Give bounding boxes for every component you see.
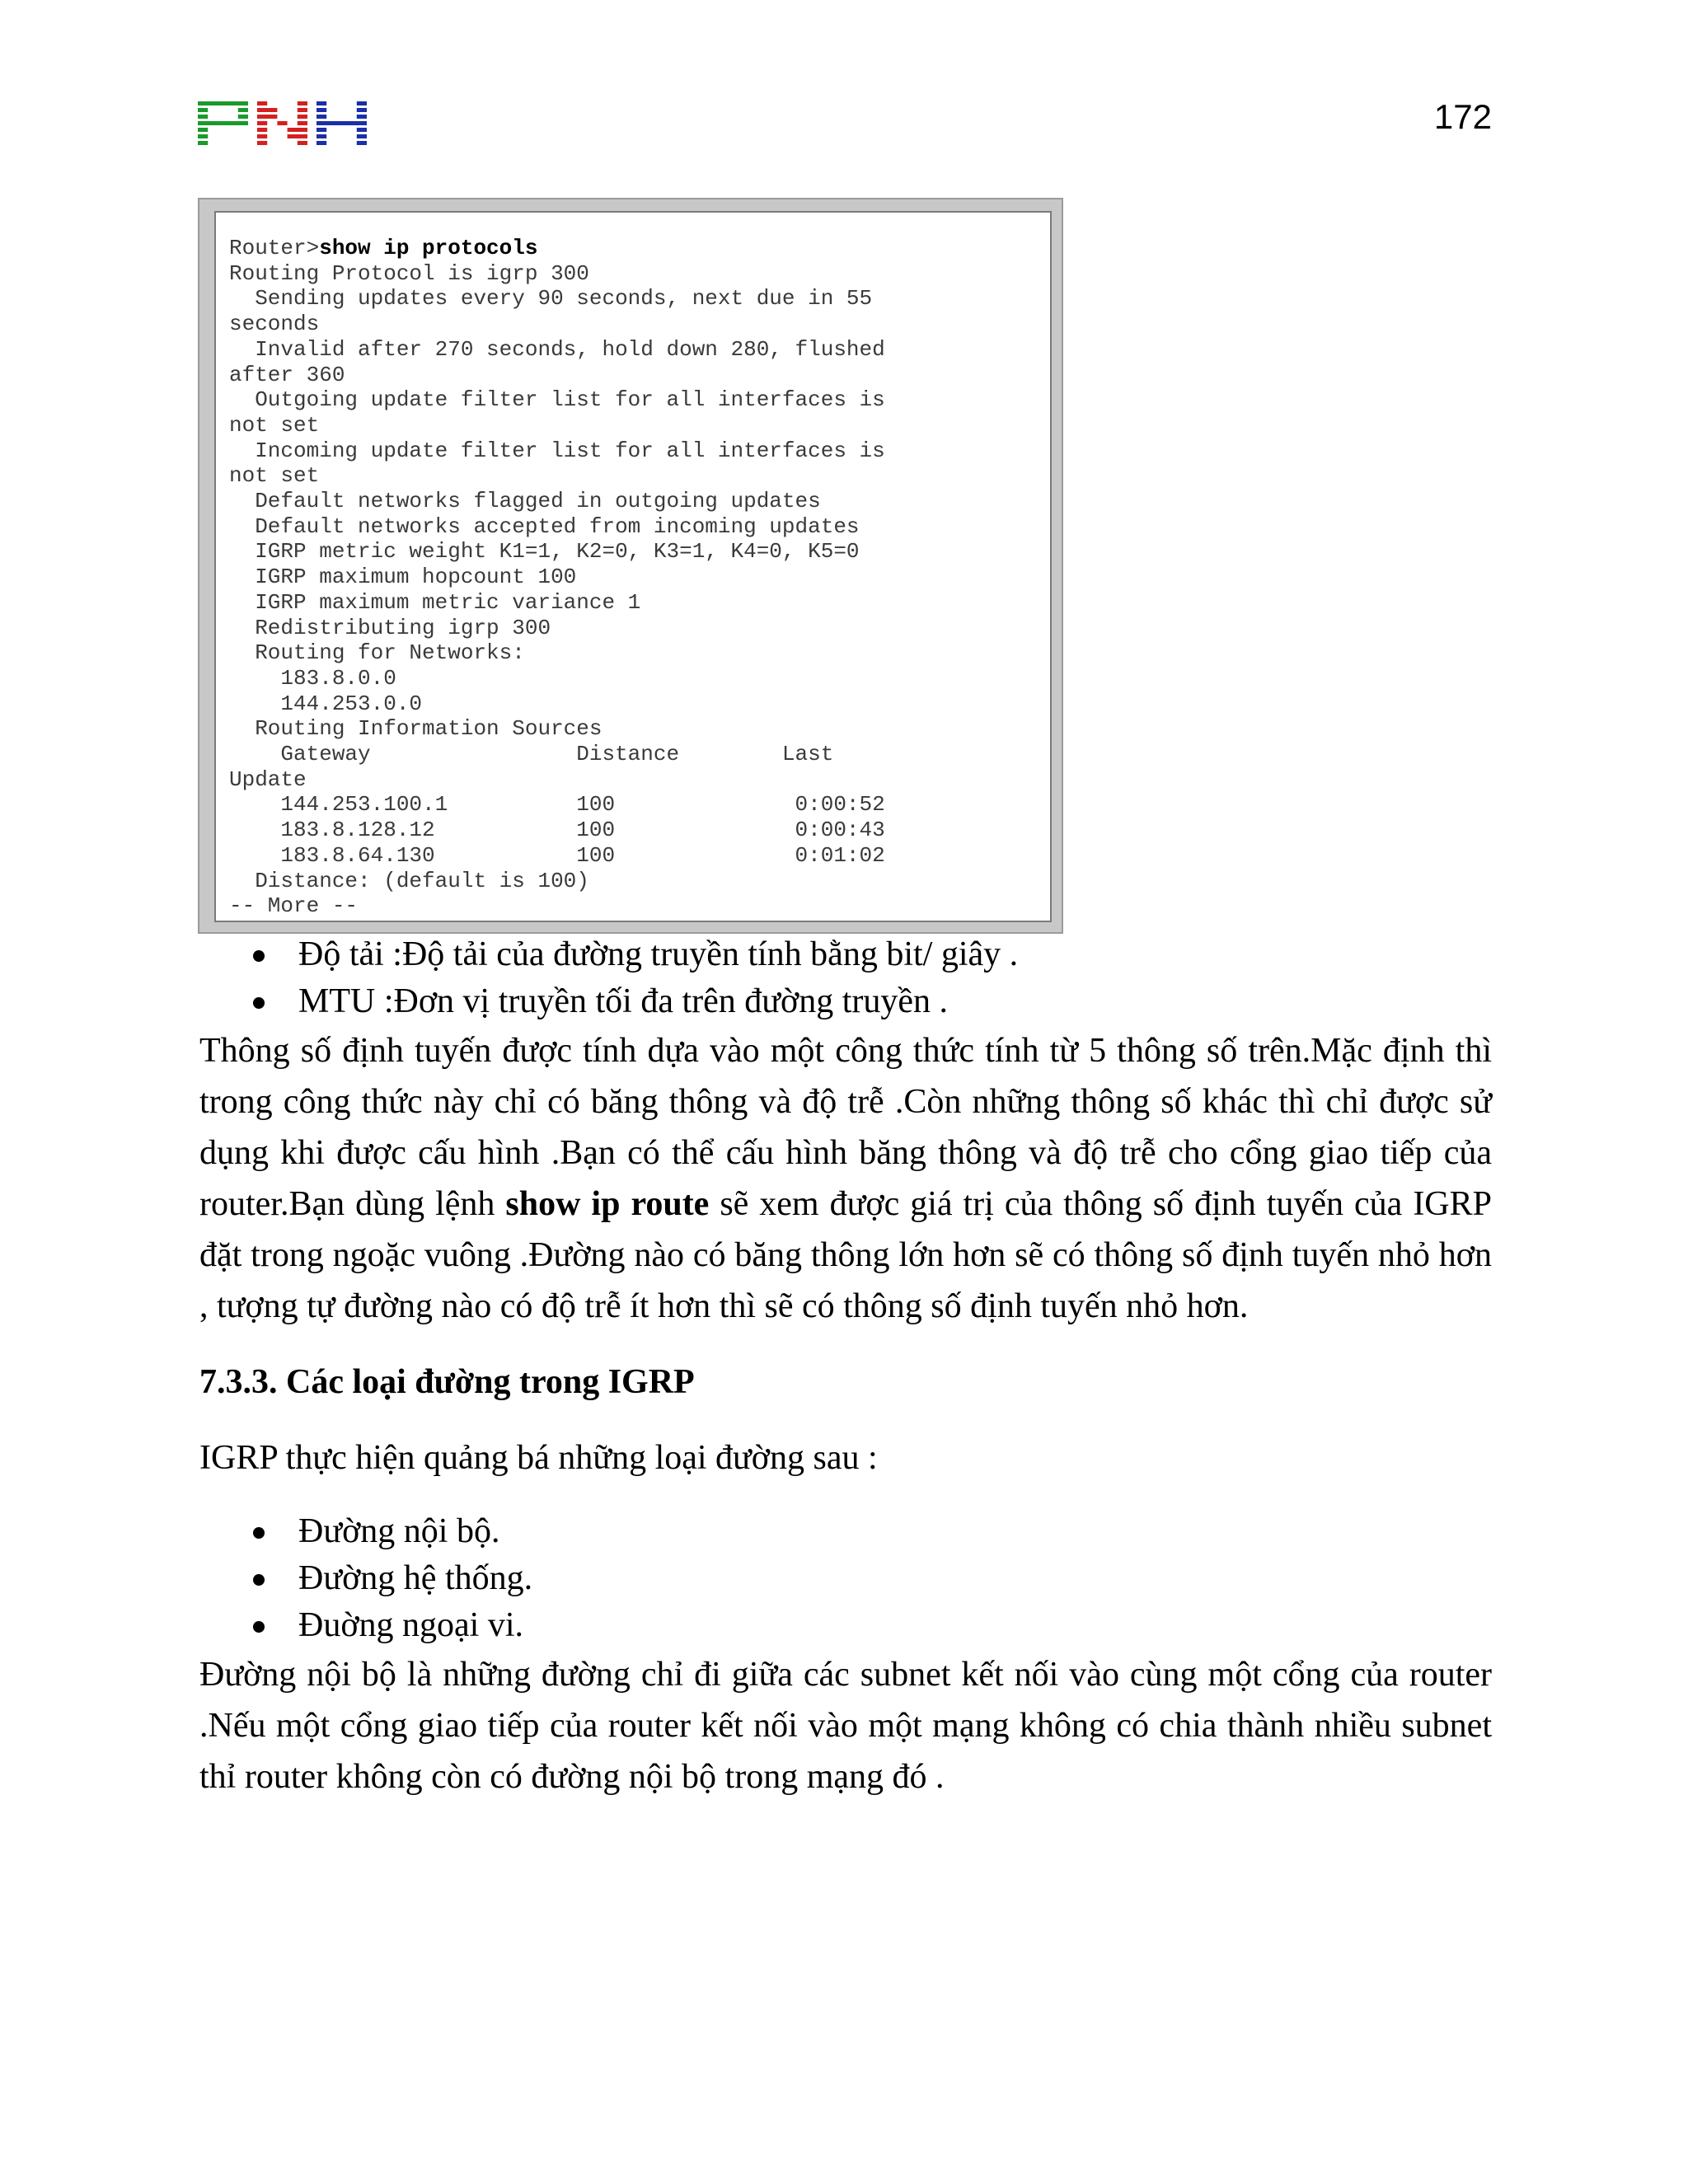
- paragraph-text-after: sẽ xem được giá trị của thông số định tuyến của IGRP đặt trong ngoặc vuông .Đường nào có băng thông lớn hơn sẽ có thông số định tuyến nhỏ hơn , tượng tự đường nào có độ trễ ít hơn thì sẽ có thông số định tuyến nhỏ hơn.: [199, 1185, 1493, 1325]
- intro-paragraph: IGRP thực hiện quảng bá những loại đường sau :: [199, 1439, 878, 1477]
- pnh-logo: [198, 101, 367, 147]
- list-item: [199, 1602, 1492, 1649]
- page-body: [199, 931, 1492, 1802]
- list-item-text: Đường hệ thống.: [298, 1559, 533, 1597]
- list-item: [199, 1508, 1492, 1555]
- terminal-output: [229, 236, 1050, 919]
- paragraph-text-before: Thông số định tuyến được tính dựa vào một công thức tính từ 5 thông số trên.Mặc định thì trong công thức này chỉ có băng thông và độ trễ .Còn những thông số khác thì chỉ được sử dụng khi được cấu hình .Bạn có thể cấu hình băng thông và độ trễ cho cổng giao tiếp của router.Bạn dùng lệnh: [199, 1032, 1492, 1223]
- terminal-output-lines: Routing Protocol is igrp 300 Sending updates every 90 seconds, next due in 55 seconds Invalid after 270 seconds, hold down 280, flushed after 360 Outgoing update filter list for all interfaces is not set Incoming update filter list for all interfaces is not set Default networks flagged in outgoing updates Default networks accepted from incoming updates IGRP metric weight K1=1, K2=0, K3=1, K4=0, K5=0 IGRP maximum hopcount 100 IGRP maximum metric variance 1 Redistributing igrp 300 Routing for Networks: 183.8.0.0 144.253.0.0 Routing Information Sources Gateway Distance Last Update 144.253.100.1 100 0:00:52 183.8.128.12 100 0:00:43 183.8.64.130 100 0:01:02 Distance: (default is 100) -- More --: [229, 260, 885, 919]
- list-item-text: Độ tải :Độ tải của đường truyền tính bằng bit/ giây .: [298, 935, 1019, 973]
- bullet-dot-icon: [253, 1574, 265, 1586]
- inline-command-show-ip-route: show ip route: [505, 1185, 710, 1223]
- bullet-list-route-types: [199, 1508, 1492, 1649]
- list-item: [199, 978, 1492, 1025]
- list-item: [199, 1555, 1492, 1602]
- paragraph-metric-formula: [199, 1025, 1492, 1332]
- list-item: [199, 931, 1492, 978]
- bullet-dot-icon: [253, 1621, 265, 1633]
- list-item-text: Đuờng ngoại vi.: [298, 1606, 524, 1644]
- terminal-command: show ip protocols: [319, 236, 538, 260]
- list-item-text: MTU :Đơn vị truyền tối đa trên đường truyền .: [298, 982, 949, 1020]
- terminal-screen: [214, 211, 1052, 922]
- list-item-text: Đường nội bộ.: [298, 1512, 500, 1550]
- section-heading: 7.3.3. Các loại đường trong IGRP: [199, 1363, 695, 1401]
- bullet-dot-icon: [253, 997, 265, 1009]
- terminal-prompt: Router>: [229, 236, 320, 260]
- paragraph-internal-routes: Đường nội bộ là những đường chỉ đi giữa các subnet kết nối vào cùng một cổng của router .Nếu một cổng giao tiếp của router kết nối vào một mạng không có chia thành nhiều subnet thỉ router không còn có đường nội bộ trong mạng đó .: [199, 1656, 1492, 1796]
- bullet-dot-icon: [253, 950, 265, 962]
- page-number: 172: [1433, 97, 1492, 136]
- bullet-list-metrics: [199, 931, 1492, 1025]
- terminal-screenshot: [198, 198, 1063, 934]
- bullet-dot-icon: [253, 1527, 265, 1539]
